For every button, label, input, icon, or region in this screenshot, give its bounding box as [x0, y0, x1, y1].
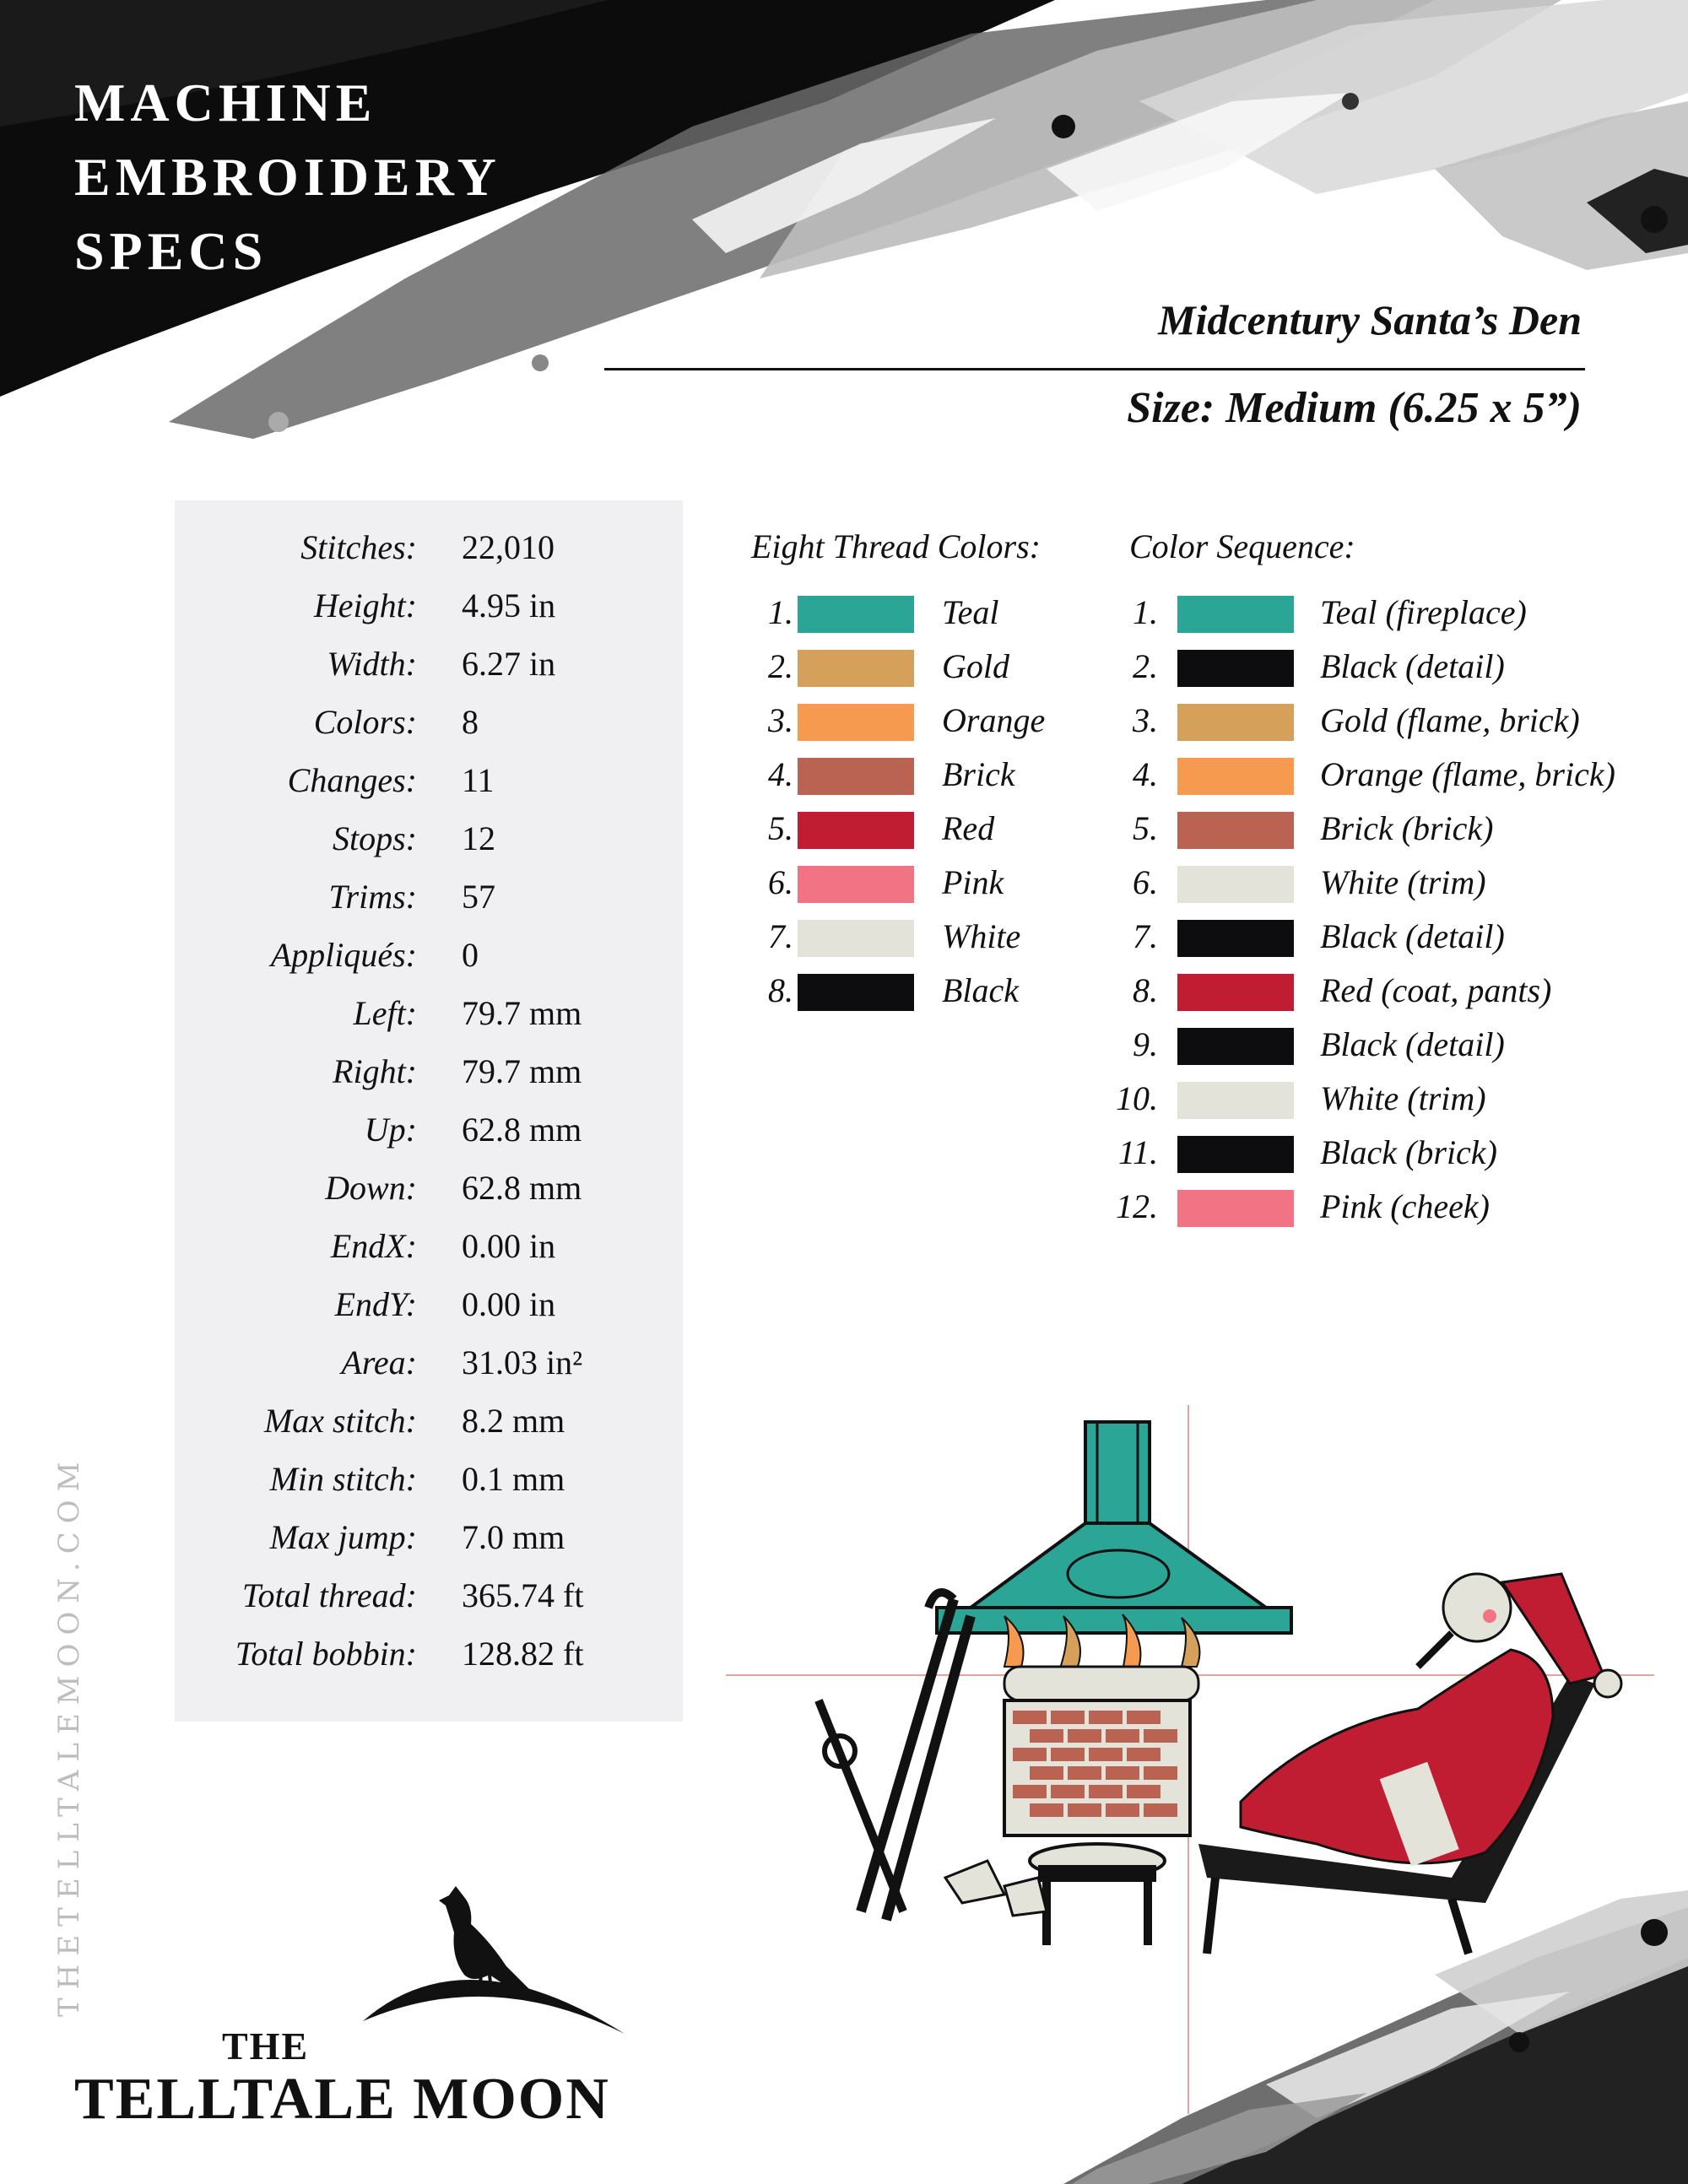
title-line-2: EMBROIDERY: [74, 147, 501, 207]
stat-label: EndY:: [334, 1285, 417, 1323]
item-number: 5.: [768, 809, 793, 847]
color-name: Black (detail): [1320, 647, 1505, 685]
crow-moon-icon: [68, 1873, 709, 2042]
color-swatch: [1177, 866, 1294, 903]
sequence-item: [1106, 1133, 1646, 1176]
stat-label: Down:: [325, 1169, 417, 1207]
stat-value: 0.1 mm: [462, 1460, 565, 1498]
design-size: Size: Medium (6.25 x 5”): [1127, 384, 1582, 432]
color-swatch: [798, 650, 914, 687]
color-swatch: [1177, 1028, 1294, 1065]
logo-the-text: THE: [222, 2025, 310, 2068]
color-name: Black (brick): [1320, 1133, 1497, 1171]
color-name: Gold (flame, brick): [1320, 701, 1580, 739]
page-title: [74, 66, 501, 289]
color-name: Black (detail): [1320, 917, 1505, 955]
stat-row-total-thread: [175, 1576, 683, 1633]
sequence-item: [1106, 646, 1646, 690]
stat-row-changes: [175, 760, 683, 818]
website-url-vertical: THETELLTALEMOON.COM: [52, 1453, 86, 2017]
item-number: 1.: [768, 593, 793, 631]
sequence-item: [1106, 862, 1646, 906]
stat-row-endy: [175, 1284, 683, 1342]
color-sequence-heading: Color Sequence:: [1129, 527, 1355, 565]
color-name: White (trim): [1320, 1079, 1486, 1117]
color-name: Pink: [942, 863, 1004, 901]
color-name: White (trim): [1320, 863, 1486, 901]
thread-color-item: [743, 970, 1114, 1014]
stat-label: Right:: [333, 1052, 417, 1090]
stat-label: Area:: [341, 1343, 417, 1381]
color-name: Black (detail): [1320, 1025, 1505, 1063]
stat-row-total-bobbin: [175, 1634, 683, 1691]
stat-row-right: [175, 1051, 683, 1109]
color-swatch: [1177, 974, 1294, 1011]
stat-value: 128.82 ft: [462, 1635, 584, 1673]
stat-value: 4.95 in: [462, 587, 556, 624]
stat-value: 0.00 in: [462, 1285, 556, 1323]
thread-colors-heading: Eight Thread Colors:: [751, 527, 1041, 565]
stat-label: Left:: [353, 994, 417, 1032]
stat-value: 22,010: [462, 528, 555, 566]
item-number: 6.: [768, 863, 793, 901]
stat-label: Total bobbin:: [235, 1635, 417, 1673]
color-swatch: [1177, 596, 1294, 633]
stat-label: EndX:: [330, 1227, 417, 1265]
color-name: White: [942, 917, 1021, 955]
color-name: Red (coat, pants): [1320, 971, 1552, 1009]
sequence-item: [1106, 808, 1646, 852]
color-swatch: [1177, 1082, 1294, 1119]
color-name: Orange (flame, brick): [1320, 755, 1615, 793]
stat-label: Colors:: [313, 703, 417, 741]
item-number: 1.: [1133, 593, 1158, 631]
item-number: 9.: [1133, 1025, 1158, 1063]
stat-value: 11: [462, 761, 495, 799]
stat-row-width: [175, 644, 683, 701]
color-name: Pink (cheek): [1320, 1187, 1490, 1225]
stat-value: 0.00 in: [462, 1227, 556, 1265]
color-swatch: [798, 866, 914, 903]
title-divider: [604, 368, 1585, 370]
stat-label: Total thread:: [241, 1576, 417, 1614]
sequence-item: [1106, 1024, 1646, 1068]
stat-value: 7.0 mm: [462, 1518, 565, 1556]
item-number: 3.: [768, 701, 793, 739]
stat-value: 12: [462, 819, 495, 857]
stat-value: 79.7 mm: [462, 1052, 582, 1090]
color-swatch: [798, 812, 914, 849]
item-number: 12.: [1116, 1187, 1158, 1225]
title-line-3: SPECS: [74, 221, 268, 281]
color-name: Brick (brick): [1320, 809, 1494, 847]
color-swatch: [798, 758, 914, 795]
sequence-item: [1106, 700, 1646, 744]
color-name: Black: [942, 971, 1020, 1009]
stat-value: 8.2 mm: [462, 1402, 565, 1440]
stat-row-appliques: [175, 935, 683, 992]
thread-color-item: [743, 700, 1114, 744]
stat-label: Max jump:: [269, 1518, 417, 1556]
telltale-moon-logo: [68, 1873, 709, 2143]
stat-label: Stops:: [333, 819, 417, 857]
santa-den-illustration: [726, 1405, 1654, 2114]
logo-main-text: TELLTALE MOON: [74, 2067, 610, 2132]
item-number: 4.: [1133, 755, 1158, 793]
color-name: Teal: [942, 593, 999, 631]
color-swatch: [798, 704, 914, 741]
stat-value: 79.7 mm: [462, 994, 582, 1032]
thread-color-item: [743, 862, 1114, 906]
color-name: Orange: [942, 701, 1046, 739]
stat-label: Height:: [313, 587, 417, 624]
thread-color-item: [743, 754, 1114, 798]
sequence-item: [1106, 754, 1646, 798]
color-swatch: [1177, 1190, 1294, 1227]
thread-color-item: [743, 916, 1114, 960]
stat-row-down: [175, 1168, 683, 1225]
stat-value: 62.8 mm: [462, 1111, 582, 1149]
color-swatch: [798, 920, 914, 957]
stat-label: Stitches:: [300, 528, 417, 566]
sequence-item: [1106, 592, 1646, 636]
item-number: 6.: [1133, 863, 1158, 901]
item-number: 8.: [1133, 971, 1158, 1009]
stat-row-max-stitch: [175, 1401, 683, 1458]
stat-row-min-stitch: [175, 1459, 683, 1516]
design-name: Midcentury Santa’s Den: [1158, 296, 1582, 343]
color-swatch: [1177, 920, 1294, 957]
color-swatch: [1177, 704, 1294, 741]
thread-color-item: [743, 646, 1114, 690]
stat-label: Up:: [364, 1111, 417, 1149]
item-number: 3.: [1133, 701, 1158, 739]
sequence-item: [1106, 916, 1646, 960]
color-swatch: [798, 974, 914, 1011]
item-number: 2.: [768, 647, 793, 685]
stat-value: 31.03 in²: [462, 1343, 583, 1381]
stat-label: Width:: [327, 645, 417, 683]
stat-row-colors: [175, 702, 683, 760]
item-number: 5.: [1133, 809, 1158, 847]
item-number: 2.: [1133, 647, 1158, 685]
color-name: Teal (fireplace): [1320, 593, 1527, 631]
stat-row-trims: [175, 877, 683, 934]
stat-label: Appliqués:: [270, 936, 417, 974]
item-number: 10.: [1116, 1079, 1158, 1117]
stat-label: Min stitch:: [269, 1460, 417, 1498]
sequence-item: [1106, 970, 1646, 1014]
color-swatch: [1177, 758, 1294, 795]
stat-row-stops: [175, 819, 683, 876]
color-name: Gold: [942, 647, 1009, 685]
color-name: Brick: [942, 755, 1015, 793]
item-number: 4.: [768, 755, 793, 793]
stat-row-height: [175, 586, 683, 643]
stat-row-max-jump: [175, 1517, 683, 1575]
color-name: Red: [942, 809, 995, 847]
stat-label: Changes:: [287, 761, 417, 799]
sequence-item: [1106, 1078, 1646, 1122]
stat-value: 0: [462, 936, 479, 974]
sequence-item: [1106, 1187, 1646, 1230]
stat-value: 8: [462, 703, 479, 741]
stat-row-left: [175, 993, 683, 1051]
stat-value: 365.74 ft: [462, 1576, 584, 1614]
item-number: 7.: [1133, 917, 1158, 955]
stat-value: 57: [462, 878, 495, 916]
color-swatch: [1177, 1136, 1294, 1173]
color-swatch: [798, 596, 914, 633]
item-number: 8.: [768, 971, 793, 1009]
stat-row-area: [175, 1343, 683, 1400]
color-swatch: [1177, 650, 1294, 687]
stat-row-stitches: [175, 527, 683, 585]
title-line-1: MACHINE: [74, 73, 377, 132]
item-number: 11.: [1117, 1133, 1158, 1171]
stat-label: Max stitch:: [263, 1402, 417, 1440]
thread-color-item: [743, 808, 1114, 852]
item-number: 7.: [768, 917, 793, 955]
stats-panel: [175, 500, 683, 1722]
color-swatch: [1177, 812, 1294, 849]
stat-value: 62.8 mm: [462, 1169, 582, 1207]
stat-row-up: [175, 1110, 683, 1167]
stat-label: Trims:: [328, 878, 417, 916]
thread-color-item: [743, 592, 1114, 636]
stat-row-endx: [175, 1226, 683, 1284]
stat-value: 6.27 in: [462, 645, 556, 683]
